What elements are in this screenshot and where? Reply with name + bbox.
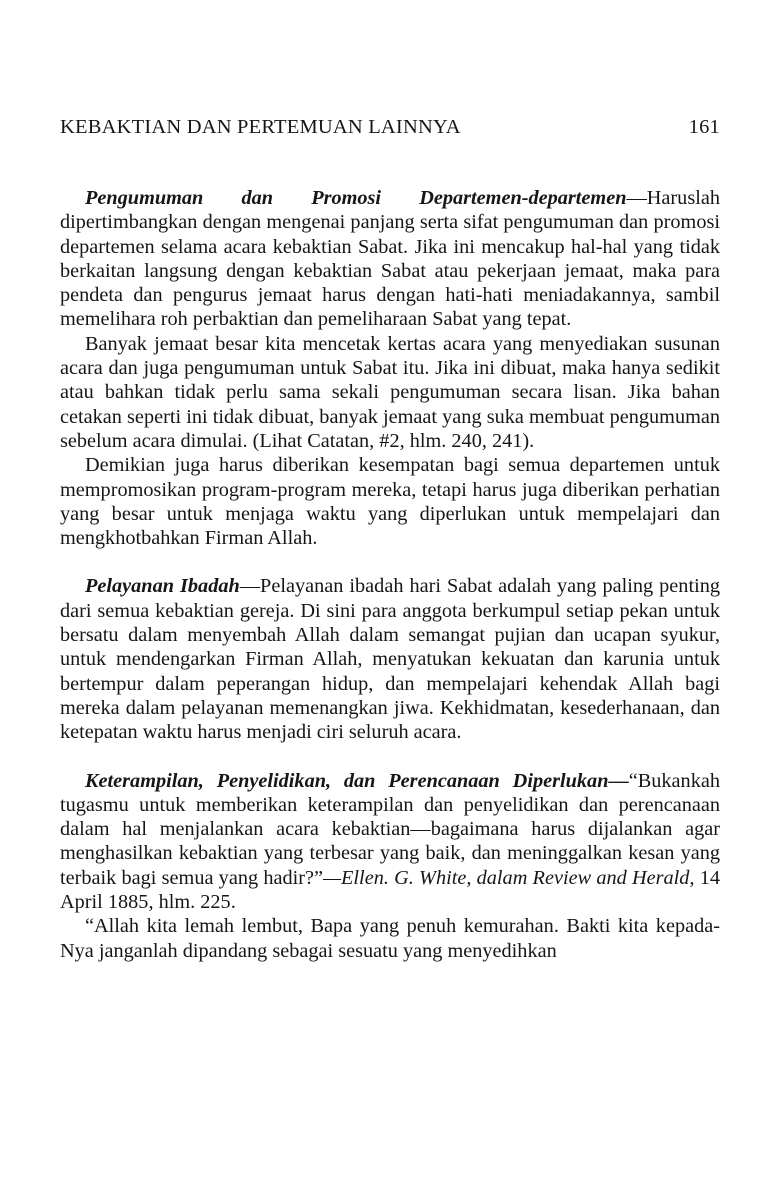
paragraph-text: Banyak jemaat besar kita mencetak kertas acara yang menyediakan susunan acara dan juga pengumuman untuk Sabat itu. Jika ini dibuat, maka hanya sedikit atau bahkan tidak perlu sama sekali pengumuman secara lisan. Jika bahan cetakan seperti ini tidak dibuat, banyak jemaat yang suka membuat pengumuman sebelum acara dimulai. (Lihat Catatan, #2, hlm. 240, 241).	[60, 332, 720, 452]
section-heading: Pengumuman dan Promosi Departemen-departemen	[85, 187, 627, 209]
book-page	[60, 116, 720, 987]
citation-date: 14 April 1885, hlm. 225.	[60, 866, 720, 914]
section-heading: Pelayanan Ibadah	[85, 575, 240, 598]
paragraph	[60, 914, 720, 963]
running-header	[60, 116, 720, 146]
section-announcements	[60, 186, 720, 550]
section-skill-planning	[60, 769, 720, 963]
chapter-title: KEBAKTIAN DAN PERTEMUAN LAINNYA	[60, 116, 461, 138]
section-heading: Keterampilan, Penyelidikan, dan Perencanaan Diperlukan—	[85, 769, 629, 792]
paragraph	[60, 769, 720, 915]
paragraph-text: —Pelayanan ibadah hari Sabat adalah yang paling penting dari semua kebaktian gereja. Di sini para anggota berkumpul setiap pekan untuk bersatu dalam menyembah Allah dalam semangat pujian dan ucapan syukur, untuk mendengarkan Firman Allah, menyatukan kekuatan dan karunia untuk bertempur dalam peperangan hidup, dan mempelajari kehendak Allah bagi mereka dalam pelayanan memenangkan jiwa. Kekhidmatan, kesederhanaan, dan ketepatan waktu harus menjadi ciri seluruh acara.	[60, 575, 720, 744]
quote-text: “Bukankah tugasmu untuk memberikan keterampilan dan penyelidikan dan perencanaan dalam hal menjalankan acara kebaktian—bagaimana harus dijalankan agar menghasilkan kebaktian yang terbesar yang baik, dan meninggalkan kesan yang terbaik bagi semua yang hadir?”	[60, 769, 720, 889]
paragraph	[60, 453, 720, 550]
paragraph	[60, 332, 720, 453]
paragraph	[60, 186, 720, 332]
paragraph-text: Demikian juga harus diberikan kesempatan bagi semua departemen untuk mempromosikan program-program mereka, tetapi harus juga diberikan perhatian yang besar untuk menjaga waktu yang diperlukan untuk mempelajari dan mengkhotbahkan Firman Allah.	[60, 454, 720, 550]
citation: —Ellen. G. White, dalam Review and Herald,	[323, 866, 695, 889]
paragraph	[60, 574, 720, 744]
paragraph-text: “Allah kita lemah lembut, Bapa yang penuh kemurahan. Bakti kita kepada-Nya janganlah dipandang sebagai sesuatu yang menyedihkan	[60, 915, 720, 962]
section-worship-service	[60, 574, 720, 744]
page-number: 161	[688, 116, 720, 138]
paragraph-text: —Haruslah dipertimbangkan dengan mengenai panjang serta sifat pengumuman dan promosi departemen selama acara kebaktian Sabat. Jika ini mencakup hal-hal yang tidak berkaitan langsung dengan kebaktian Sabat atau pekerjaan jemaat, maka para pendeta dan pengurus jemaat harus dengan hati-hati meniadakannya, sambil memelihara roh perbaktian dan pemeliharaan Sabat yang tepat.	[60, 187, 720, 331]
